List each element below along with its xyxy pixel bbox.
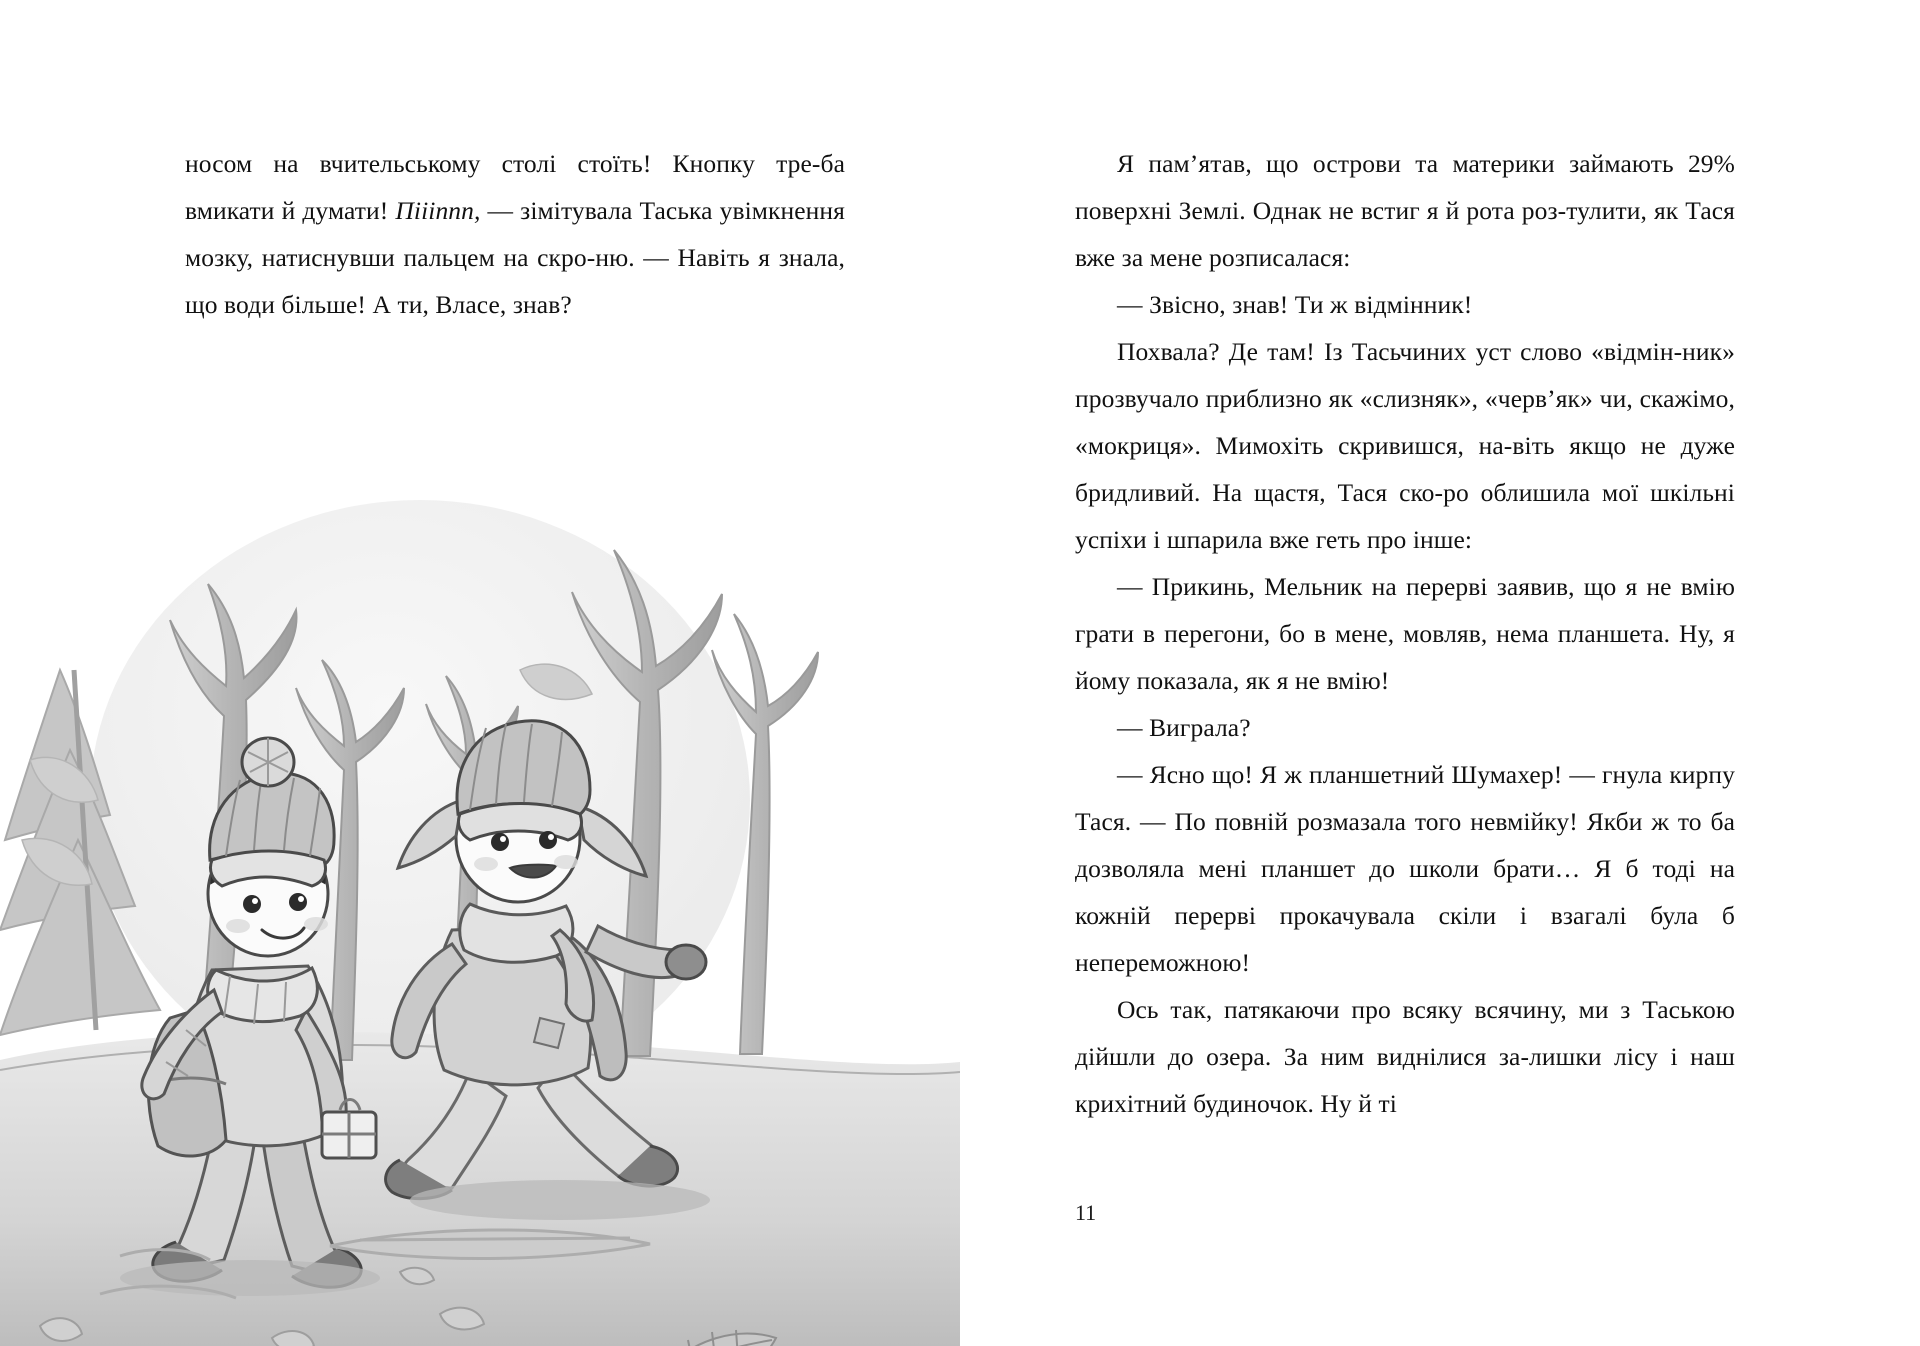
- illustration-two-children-winter-forest: [0, 370, 960, 1346]
- paragraph: — Виграла?: [1117, 713, 1251, 742]
- paragraph: — Прикинь, Мельник на перерві заявив, що я не вмію грати в перегони, бо в мене, мовляв, нема планшета. Ну, я йому показала, як я не вмію!: [1075, 572, 1735, 695]
- paragraph: носом на вчительському столі стоїть! Кнопку тре-ба вмикати й думати! Піііппп, — зімітувала Таська увімкнення мозку, натиснувши пальцем на скро-ню. — Навіть я знала, що води більше! А ти, Власе, знав?: [185, 149, 845, 319]
- right-page: [960, 0, 1920, 1346]
- page-number: 11: [1075, 1200, 1097, 1225]
- paragraph: — Ясно що! Я ж планшетний Шумахер! — гнула кирпу Тася. — По повній розмазала того невмійку! Якби ж то ба дозволяла мені планшет до школи брати… Я б тоді на кожній перерві прокачувала скіли і взагалі була б непереможною!: [1075, 760, 1735, 977]
- paragraph: Я пам’ятав, що острови та материки займають 29% поверхні Землі. Однак не встиг я й рота роз-тулити, як Тася вже за мене розписалася:: [1075, 149, 1735, 272]
- paragraph: — Звісно, знав! Ти ж відмінник!: [1117, 290, 1473, 319]
- left-page-text: [185, 140, 845, 328]
- paragraph: Ось так, патякаючи про всяку всячину, ми з Таською дійшли до озера. За ним виднілися за-лишки лісу і наш крихітний будиночок. Ну й ті: [1075, 995, 1735, 1118]
- paragraph: Похвала? Де там! Із Тасьчиних уст слово «відмін-ник» прозвучало приблизно як «слизняк», «черв’як» чи, скажімо, «мокриця». Мимохіть скривишся, на-віть якщо не дуже бридливий. На щастя, Тася ско-ро облишила мої шкільні успіхи і шпарила вже геть про інше:: [1075, 337, 1735, 554]
- right-page-text: [1075, 140, 1735, 1127]
- onomatopoeia-italic: Піііппп,: [395, 196, 481, 225]
